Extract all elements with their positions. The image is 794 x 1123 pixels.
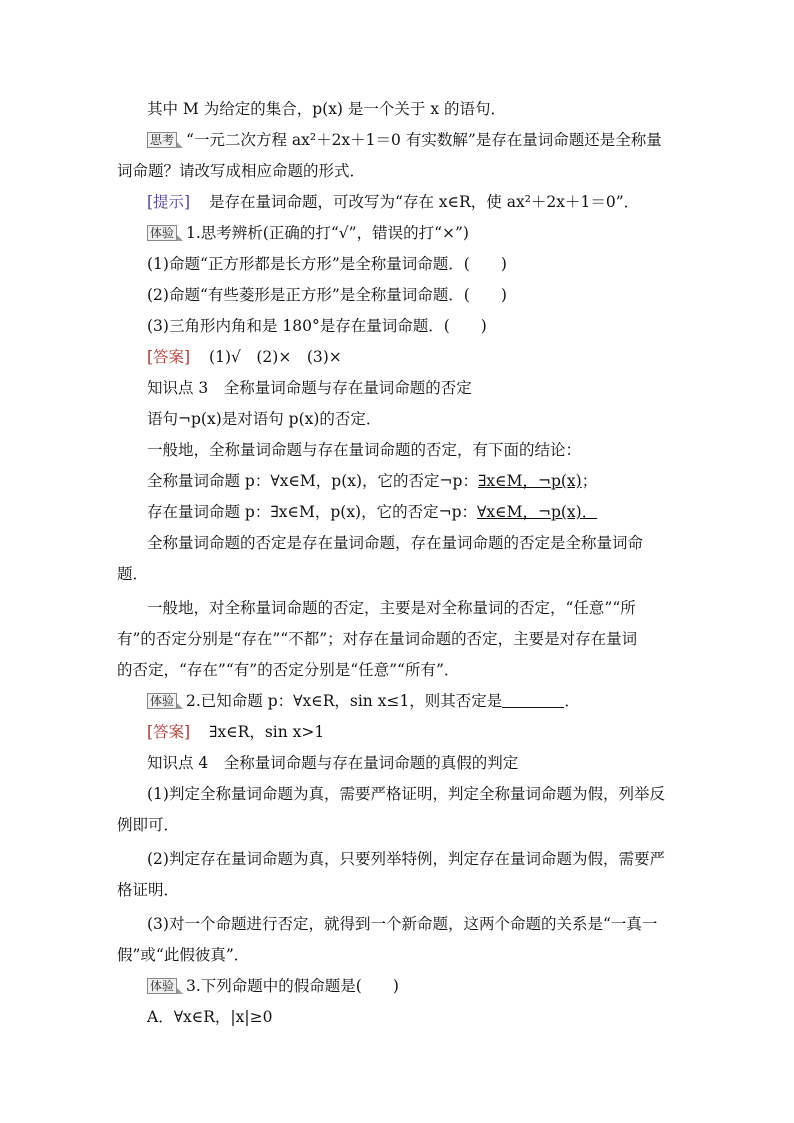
thinking-text: “一元二次方程 ax²＋2x＋1＝0 有实数解”是存在量词命题还是全称量	[186, 131, 662, 149]
answer-line	[147, 722, 324, 742]
answer-text: ∃x∈R，sin x>1	[209, 723, 325, 741]
text-line: 假”或“此假彼真”．	[117, 946, 250, 964]
text-line: 题．	[117, 565, 149, 583]
fill-answer: ∃x∈M，¬p(x)	[477, 472, 582, 490]
text-segment: 存在量词命题 p：∃x∈M，p(x)，它的否定¬p：	[147, 503, 478, 521]
text-line: 语句¬p(x)是对语句 p(x)的否定．	[147, 410, 382, 428]
practice-tag: 体验	[147, 978, 177, 994]
hint-text: 是存在量词命题，可改写为“存在 x∈R，使 ax²＋2x＋1＝0”．	[209, 193, 640, 211]
answer-blank[interactable]	[502, 693, 564, 708]
section-heading: 知识点 3 全称量词命题与存在量词命题的否定	[147, 379, 472, 397]
text-segment: ；	[581, 472, 598, 490]
question-item: (3)三角形内角和是 180°是存在量词命题．( )	[147, 317, 487, 335]
text-segment: ．	[564, 692, 580, 710]
answer-tag: [答案]	[147, 348, 191, 366]
text-line: 词命题？请改写成相应命题的形式．	[117, 162, 366, 180]
practice-tag: 体验	[147, 693, 177, 709]
text-line	[147, 471, 597, 491]
answer-text: (1)√ (2)× (3)×	[209, 348, 342, 366]
text-segment: 全称量词命题 p：∀x∈M，p(x)，它的否定¬p：	[147, 472, 478, 490]
fill-answer: ∀x∈M，¬p(x)．	[477, 503, 598, 521]
practice-tag: 体验	[147, 225, 177, 241]
question-item: (1)命题“正方形都是长方形”是全称量词命题．( )	[147, 255, 507, 273]
text-line: (2)判定存在量词命题为真，只要列举特例，判定存在量词命题为假，需要严	[147, 850, 665, 868]
practice-line	[147, 691, 580, 711]
answer-line	[147, 347, 342, 367]
text-line: 一般地，对全称量词命题的否定，主要是对全称量词的否定，“任意”“所	[147, 599, 636, 617]
text-line: 全称量词命题的否定是存在量词命题，存在量词命题的否定是全称量词命	[147, 534, 644, 552]
hint-tag: [提示]	[147, 193, 191, 211]
text-line: 有”的否定分别是“存在”“不都”；对存在量词命题的否定，主要是对存在量词	[117, 630, 638, 648]
text-line: 格证明．	[117, 881, 180, 899]
text-line: 一般地，全称量词命题与存在量词命题的否定，有下面的结论：	[147, 441, 582, 459]
text-line: (1)判定全称量词命题为真，需要严格证明，判定全称量词命题为假，列举反	[147, 785, 665, 803]
thinking-tag: 思考	[147, 132, 177, 148]
text-line	[147, 502, 597, 522]
option-a: A．∀x∈R，|x|≥0	[147, 1008, 273, 1026]
answer-tag: [答案]	[147, 723, 191, 741]
practice-text: 1.思考辨析(正确的打“√”，错误的打“×”)	[186, 224, 469, 242]
practice-line	[147, 223, 469, 243]
text-line: 的否定，“存在”“有”的否定分别是“任意”“所有”．	[117, 661, 460, 679]
practice-line	[147, 976, 399, 996]
hint-line	[147, 192, 639, 212]
thinking-line	[147, 130, 662, 150]
practice-text: 3.下列命题中的假命题是( )	[186, 977, 399, 995]
section-heading: 知识点 4 全称量词命题与存在量词命题的真假的判定	[147, 754, 519, 772]
text-line: 其中 M 为给定的集合，p(x) 是一个关于 x 的语句．	[147, 100, 507, 118]
practice-text: 2.已知命题 p：∀x∈R，sin x≤1，则其否定是	[186, 692, 503, 710]
question-item: (2)命题“有些菱形是正方形”是全称量词命题．( )	[147, 286, 507, 304]
text-line: 例即可．	[117, 816, 180, 834]
text-line: (3)对一个命题进行否定，就得到一个新命题，这两个命题的关系是“一真一	[147, 915, 658, 933]
